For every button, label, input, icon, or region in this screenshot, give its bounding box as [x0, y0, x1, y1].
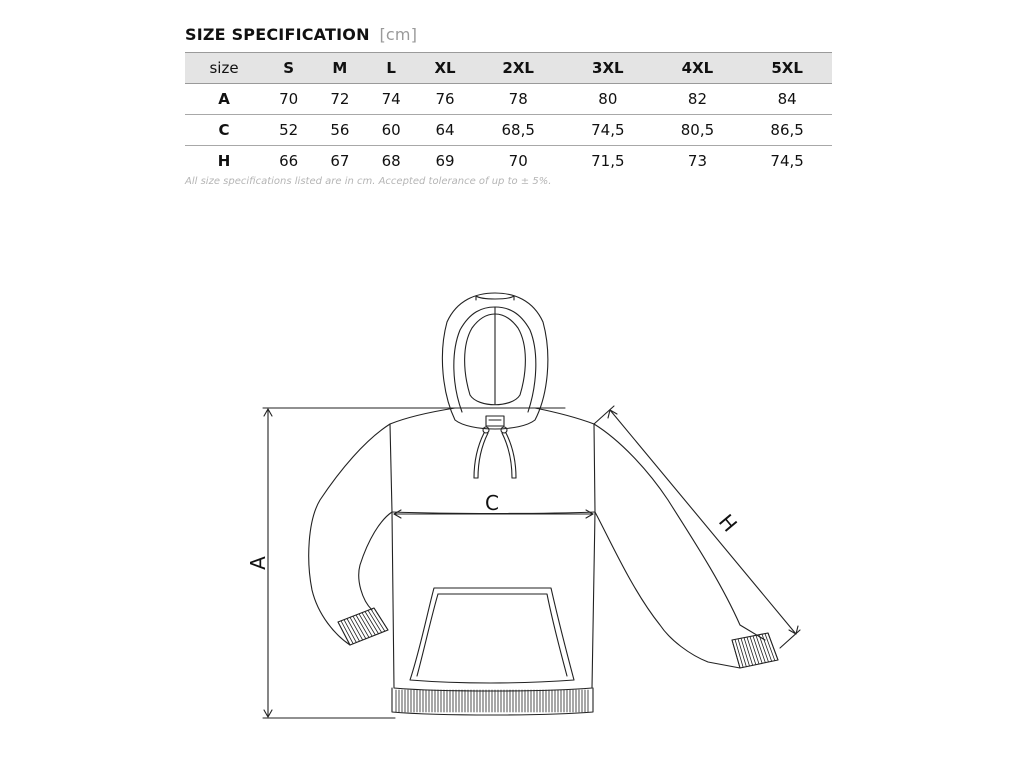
- hood: [442, 293, 547, 429]
- table-cell: 78: [473, 84, 563, 115]
- table-cell: 68: [381, 152, 401, 170]
- table-cell: 64: [417, 115, 474, 146]
- row-label: H: [217, 152, 231, 170]
- table-cell: 67: [330, 152, 350, 170]
- table-cell: 74,5: [563, 115, 653, 146]
- hoodie-body: [390, 408, 595, 715]
- column-header: 4XL: [653, 53, 743, 84]
- row-label: C: [185, 115, 263, 146]
- table-cell: 70: [263, 84, 314, 115]
- table-cell: 71,5: [591, 152, 625, 170]
- column-header: L: [366, 53, 417, 84]
- row-label: A: [185, 84, 263, 115]
- measurement-h: [594, 406, 800, 648]
- table-cell: 69: [435, 152, 455, 170]
- table-cell: 60: [366, 115, 417, 146]
- table-cell: 84: [742, 84, 832, 115]
- table-cell: 80,5: [653, 115, 743, 146]
- table-cell: 73: [687, 152, 707, 170]
- title-unit: [cm]: [379, 25, 418, 44]
- label-h: H: [713, 509, 743, 537]
- table-cell: 52: [263, 115, 314, 146]
- table-cell: 70: [508, 152, 528, 170]
- column-header: M: [314, 53, 365, 84]
- column-header: S: [263, 53, 314, 84]
- label-c: C: [485, 491, 499, 515]
- left-sleeve: [309, 424, 392, 645]
- ribbing-lines: [338, 608, 778, 712]
- table-cell: 76: [417, 84, 474, 115]
- title-text: SIZE SPECIFICATION: [185, 25, 370, 44]
- column-header: XL: [417, 53, 474, 84]
- drawstrings: [474, 427, 516, 478]
- table-cell: 68,5: [473, 115, 563, 146]
- table-cell: 66: [279, 152, 299, 170]
- pouch-pocket: [410, 588, 574, 683]
- table-cell: 72: [314, 84, 365, 115]
- column-header: 2XL: [473, 53, 563, 84]
- tolerance-note: All size specifications listed are in cm. Accepted tolerance of up to ± 5%.: [185, 176, 552, 187]
- column-header: 3XL: [563, 53, 653, 84]
- table-cell: 74: [366, 84, 417, 115]
- table-cell: 56: [314, 115, 365, 146]
- label-a: A: [246, 556, 270, 570]
- table-cell: 80: [563, 84, 653, 115]
- table-cell: 86,5: [742, 115, 832, 146]
- right-sleeve: [594, 424, 778, 668]
- column-header: 5XL: [742, 53, 832, 84]
- table-cell: 74,5: [770, 152, 804, 170]
- table-cell: 82: [653, 84, 743, 115]
- column-header: size: [185, 53, 263, 84]
